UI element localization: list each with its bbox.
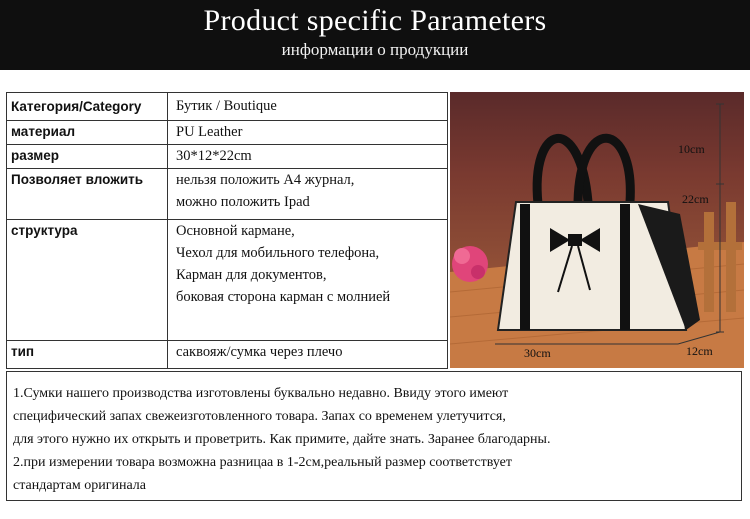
bag-strap-right	[620, 204, 630, 330]
spec-value-line: Чехол для мобильного телефона,	[176, 245, 380, 261]
page-title: Product specific Parameters	[203, 4, 547, 37]
spec-label: размер	[7, 145, 168, 169]
spec-value-line: можно положить Ipad	[176, 194, 310, 210]
spec-value-line: саквояж/сумка через плечо	[176, 344, 343, 360]
dimension-label-depth: 22cm	[682, 192, 709, 206]
spec-value-line: 30*12*22cm	[176, 148, 252, 164]
spec-value-line: Карман для документов,	[176, 267, 327, 283]
spec-row-category	[7, 93, 448, 121]
spec-value-line: Основной кармане,	[176, 223, 295, 239]
spec-value	[168, 121, 448, 145]
spec-value	[168, 169, 448, 220]
spec-row-structure	[7, 220, 448, 341]
bag-strap-left	[520, 204, 530, 330]
note-line: стандартам оригинала	[13, 478, 146, 493]
spec-value	[168, 341, 448, 369]
note-line: 2.при измерении товара возможна разницаа в 1-2см,реальный размер соответствует	[13, 455, 512, 470]
notes-box	[6, 371, 742, 501]
spec-value	[168, 93, 448, 121]
dimension-label-width: 30cm	[524, 346, 551, 360]
dimension-label-height: 10cm	[678, 142, 705, 156]
spec-value	[168, 220, 448, 341]
spec-label: тип	[7, 341, 168, 369]
spec-row-type	[7, 341, 448, 369]
page-header	[0, 0, 750, 70]
handbag-illustration	[450, 92, 744, 368]
spec-label: Категория/Category	[7, 93, 168, 121]
note-line: специфический запах свежеизготовленного товара. Запах со временем улетучится,	[13, 409, 506, 424]
note-line: 1.Сумки нашего производства изготовлены буквально недавно. Ввиду этого имеют	[13, 386, 509, 401]
spec-label: Позволяет вложить	[7, 169, 168, 220]
spec-row-material	[7, 121, 448, 145]
spec-value-line: нельзя положить А4 журнал,	[176, 172, 355, 188]
spec-value-line: Бутик / Boutique	[176, 98, 277, 114]
flower-decoration	[452, 246, 488, 282]
note-line: для этого нужно их открыть и проветрить. Как примите, дайте знать. Заранее благодарны.	[13, 432, 551, 447]
spec-table	[6, 92, 448, 369]
spec-value-line: боковая сторона карман с молнией	[176, 289, 391, 305]
spec-value-line: PU Leather	[176, 124, 243, 140]
spec-label: структура	[7, 220, 168, 341]
dimension-label-side: 12cm	[686, 344, 713, 358]
spec-value	[168, 145, 448, 169]
spec-row-capacity	[7, 169, 448, 220]
spec-label: материал	[7, 121, 168, 145]
product-photo	[450, 92, 744, 368]
page-subtitle: информации о продукции	[281, 40, 469, 59]
spec-row-size	[7, 145, 448, 169]
